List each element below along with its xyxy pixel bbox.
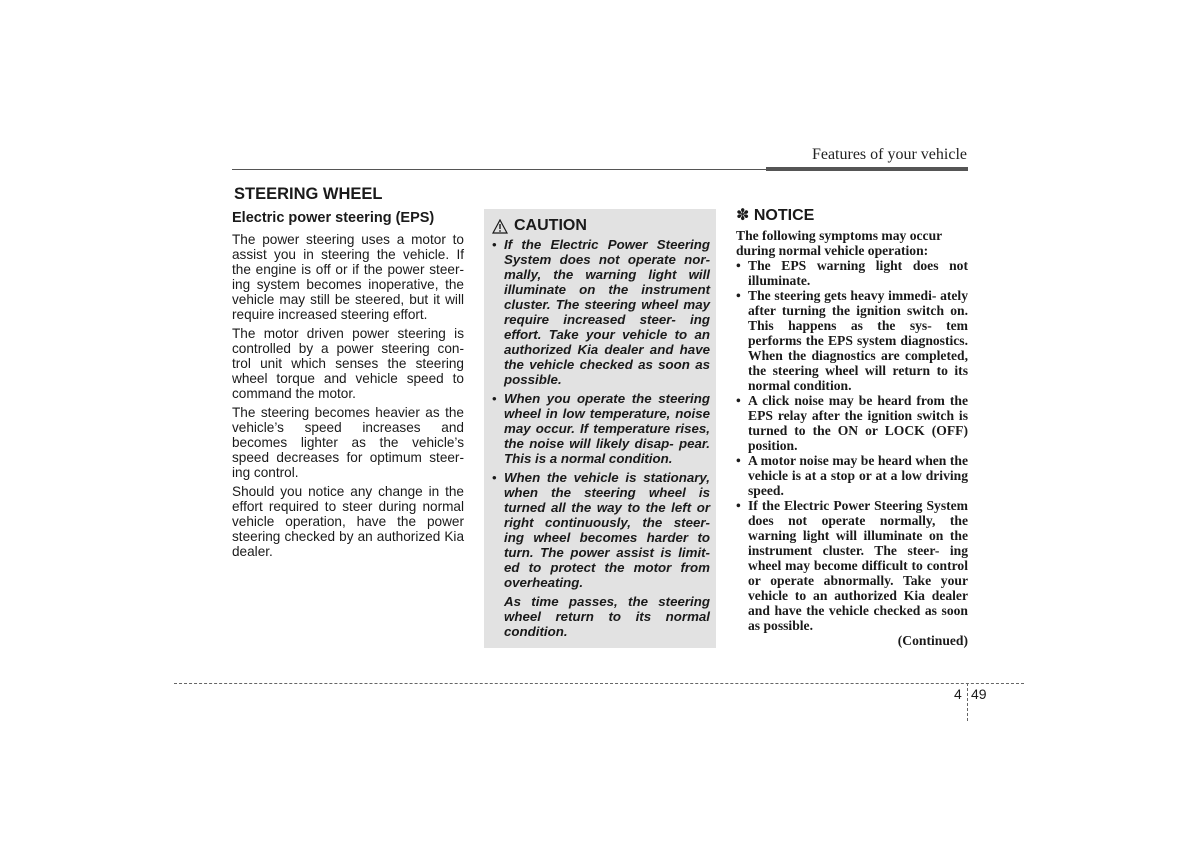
chapter-number: 4	[954, 686, 962, 702]
bullet-icon: •	[492, 237, 497, 252]
running-header: Features of your vehicle	[811, 146, 967, 163]
paragraph: Should you notice any change in the effort required to steer during normal vehicle operation, have the power steering checked by an authorized Kia dealer.	[232, 484, 464, 559]
notice-list	[736, 258, 968, 633]
notice-item-text: If the Electric Power Steering System does not operate normally, the warning light will illuminate on the instrument cluster. The steer- ing wheel may become difficult to control or operate abnormally. Take your vehicle to an authorized Kia dealer and have the vehicle checked as soon as possible.	[748, 498, 968, 633]
notice-item	[736, 498, 968, 633]
notice-item	[736, 288, 968, 393]
caution-header	[492, 217, 710, 235]
main-text-column	[232, 184, 464, 563]
notice-item-text: The steering gets heavy immedi- ately after turning the ignition switch on. This happens as the sys- tem performs the EPS system diagnostics. When the diagnostics are completed, the steering wheel will return to its normal condition.	[748, 288, 968, 393]
bullet-icon: •	[492, 470, 497, 485]
notice-intro: The following symptoms may occur during normal vehicle operation:	[736, 228, 942, 258]
caution-item	[492, 470, 710, 590]
notice-item	[736, 393, 968, 453]
continued-label: (Continued)	[897, 633, 968, 648]
caution-box	[484, 209, 716, 648]
paragraph: The motor driven power steering is controlled by a power steering con- trol unit which senses the steering wheel torque and vehicle speed to command the motor.	[232, 326, 464, 401]
bullet-icon: •	[736, 258, 741, 273]
caution-item	[492, 391, 710, 466]
notice-item-text: The EPS warning light does not illuminate.	[748, 258, 968, 288]
footer-divider	[967, 683, 968, 721]
caution-item-text: When the vehicle is stationary, when the steering wheel is turned all the way to the left or right continuously, the steer- ing wheel becomes harder to turn. The power assist is limit- ed to protect the motor from overheating.	[504, 470, 710, 590]
caution-item-text: If the Electric Power Steering System does not operate nor- mally, the warning light will illuminate on the instrument cluster. The steering wheel may require increased steer- ing effort. Take your vehicle to an authorized Kia dealer and have the vehicle checked as soon as possible.	[504, 237, 710, 387]
warning-triangle-icon	[492, 219, 508, 234]
footer-rule	[174, 683, 1024, 684]
section-title: STEERING WHEEL	[234, 185, 383, 203]
bullet-icon: •	[492, 391, 497, 406]
notice-column	[736, 206, 968, 648]
caution-item-text: When you operate the steering wheel in low temperature, noise may occur. If temperature rises, the noise will likely disap- pear. This is a normal condition.	[504, 391, 710, 466]
page-number: 49	[971, 686, 987, 702]
bullet-icon: •	[736, 288, 741, 303]
caution-title: CAUTION	[514, 217, 587, 234]
notice-item-text: A click noise may be heard from the EPS relay after the ignition switch is turned to the ON or LOCK (OFF) position.	[748, 393, 968, 453]
caution-note: As time passes, the steering wheel return to its normal condition.	[504, 594, 710, 639]
notice-item	[736, 258, 968, 288]
paragraph: The power steering uses a motor to assist you in steering the vehicle. If the engine is off or if the power steer- ing system becomes inoperative, the vehicle may still be steered, but it will require increased steering effort.	[232, 232, 464, 322]
bullet-icon: •	[736, 393, 741, 408]
header-rule-accent	[766, 167, 968, 171]
subsection-title: Electric power steering (EPS)	[232, 210, 435, 226]
caution-item	[492, 237, 710, 387]
notice-title: ✽ NOTICE	[736, 207, 815, 224]
bullet-icon: •	[736, 498, 741, 513]
bullet-icon: •	[736, 453, 741, 468]
paragraph: The steering becomes heavier as the vehicle’s speed increases and becomes lighter as the vehicle’s speed decreases for optimum steer- ing control.	[232, 405, 464, 480]
notice-item-text: A motor noise may be heard when the vehicle is at a stop or at a low driving speed.	[748, 453, 968, 498]
notice-item	[736, 453, 968, 498]
caution-list	[492, 237, 710, 590]
